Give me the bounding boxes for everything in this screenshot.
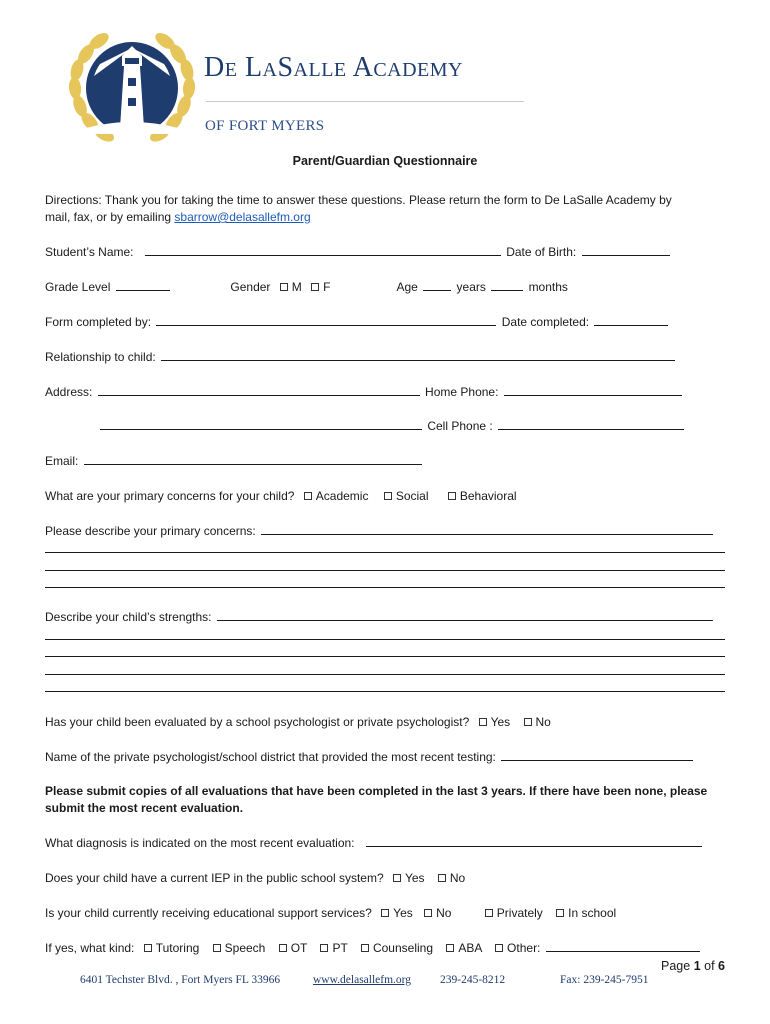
support-row [45, 904, 616, 922]
address-row [45, 383, 684, 401]
grade-gender-age-row [45, 278, 568, 296]
pt-label: PT [332, 941, 348, 955]
gender-label: Gender [230, 280, 271, 294]
strengths-answer-line[interactable] [45, 656, 725, 657]
email-field[interactable] [84, 453, 422, 465]
concerns-question: What are your primary concerns for your child? [45, 489, 295, 503]
age-label: Age [396, 280, 418, 294]
age-months-field[interactable] [491, 279, 523, 291]
evaluation-notice-2: submit the most recent evaluation. [45, 801, 244, 815]
address-field-1[interactable] [98, 384, 420, 396]
iep-yes-checkbox[interactable] [393, 874, 401, 882]
aba-label: ABA [458, 941, 482, 955]
page-current: 1 [693, 959, 701, 973]
student-name-field[interactable] [145, 244, 501, 256]
academy-location: OF FORT MYERS [205, 118, 325, 134]
months-label: months [528, 280, 568, 294]
describe-concerns-field[interactable] [261, 523, 713, 535]
grade-level-field[interactable] [116, 279, 170, 291]
dob-field[interactable] [582, 244, 670, 256]
grade-level-label: Grade Level [45, 280, 111, 294]
student-name-label: Student’s Name: [45, 245, 134, 259]
date-completed-label: Date completed: [501, 315, 590, 329]
concern-behavioral-checkbox[interactable] [448, 492, 456, 500]
cell-phone-field[interactable] [498, 418, 684, 430]
relationship-row [45, 348, 677, 366]
evaluated-yes-label: Yes [490, 715, 511, 729]
footer-website-link[interactable]: www.delasallefm.org [313, 974, 412, 986]
home-phone-field[interactable] [504, 384, 682, 396]
strengths-field[interactable] [217, 609, 713, 621]
support-yes-checkbox[interactable] [381, 909, 389, 917]
address-row-2 [98, 417, 686, 435]
concerns-answer-line[interactable] [45, 587, 725, 588]
strengths-label: Describe your child’s strengths: [45, 610, 212, 624]
ot-label: OT [290, 941, 308, 955]
directions-label: Directions [45, 193, 99, 207]
age-years-field[interactable] [423, 279, 451, 291]
directions-line-1 [45, 191, 672, 209]
date-completed-field[interactable] [594, 314, 668, 326]
email-link[interactable]: sbarrow@delasallefm.org [174, 210, 311, 224]
gender-f-checkbox[interactable] [311, 283, 319, 291]
other-checkbox[interactable] [495, 944, 503, 952]
evaluation-question: Has your child been evaluated by a school psychologist or private psychologist? [45, 715, 470, 729]
form-completed-by-label: Form completed by: [45, 315, 152, 329]
iep-no-label: No [449, 871, 466, 885]
strengths-answer-line[interactable] [45, 674, 725, 675]
evaluation-row [45, 713, 551, 731]
iep-question: Does your child have a current IEP in the public school system? [45, 871, 384, 885]
support-yes-label: Yes [393, 906, 413, 920]
ot-checkbox[interactable] [279, 944, 287, 952]
support-in-school-checkbox[interactable] [556, 909, 564, 917]
diagnosis-label: What diagnosis is indicated on the most recent evaluation: [45, 836, 355, 850]
directions-text-2: mail, fax, or by emailing [45, 210, 175, 224]
diagnosis-field[interactable] [366, 835, 702, 847]
form-title: Parent/Guardian Questionnaire [292, 154, 478, 168]
provider-field[interactable] [501, 749, 693, 761]
relationship-label: Relationship to child: [45, 350, 156, 364]
other-label: Other: [507, 941, 541, 955]
other-field[interactable] [546, 940, 700, 952]
speech-checkbox[interactable] [213, 944, 221, 952]
concerns-answer-line[interactable] [45, 570, 725, 571]
footer-phone: 239-245-8212 [440, 974, 506, 986]
directions-text: : Thank you for taking the time to answer these questions. Please return the form to De LaSalle Academy by [98, 193, 672, 207]
support-privately-label: Privately [496, 906, 543, 920]
concern-social-label: Social [395, 489, 429, 503]
support-kind-row [45, 939, 702, 957]
provider-row [45, 748, 695, 766]
email-row [45, 452, 424, 470]
concern-social-checkbox[interactable] [384, 492, 392, 500]
student-name-row [45, 243, 672, 261]
dob-label: Date of Birth: [506, 245, 577, 259]
gender-f-label: F [323, 280, 331, 294]
iep-row [45, 869, 465, 887]
support-no-label: No [436, 906, 452, 920]
tutoring-checkbox[interactable] [144, 944, 152, 952]
form-completed-by-field[interactable] [156, 314, 496, 326]
pt-checkbox[interactable] [320, 944, 328, 952]
years-label: years [456, 280, 486, 294]
concern-academic-checkbox[interactable] [304, 492, 312, 500]
iep-yes-label: Yes [404, 871, 425, 885]
evaluated-no-label: No [535, 715, 551, 729]
home-phone-label: Home Phone: [425, 385, 499, 399]
address-label: Address: [45, 385, 93, 399]
lighthouse-laurel-logo-icon [66, 28, 198, 146]
footer-address: 6401 Techster Blvd. , Fort Myers FL 33966 [80, 974, 281, 986]
support-kind-label: If yes, what kind: [45, 941, 135, 955]
provider-label: Name of the private psychologist/school district that provided the most recent testing: [45, 750, 496, 764]
directions-line-2 [45, 208, 311, 226]
page-of: of [704, 959, 715, 973]
page-total: 6 [718, 959, 725, 973]
gender-m-label: M [291, 280, 302, 294]
header-divider [206, 101, 524, 102]
evaluation-notice-1: Please submit copies of all evaluations that have been completed in the last 3 years. If there have been none, please [45, 784, 708, 798]
evaluated-yes-checkbox[interactable] [479, 718, 487, 726]
support-privately-checkbox[interactable] [485, 909, 493, 917]
strengths-answer-line[interactable] [45, 691, 725, 692]
page-label: Page [661, 959, 691, 973]
counseling-label: Counseling [372, 941, 433, 955]
describe-concerns-label: Please describe your primary concerns: [45, 524, 256, 538]
page-number [661, 959, 725, 973]
strengths-row [45, 608, 715, 626]
email-label: Email: [45, 454, 79, 468]
aba-checkbox[interactable] [446, 944, 454, 952]
footer-fax: Fax: 239-245-7951 [560, 974, 649, 986]
address-field-2[interactable] [100, 418, 422, 430]
concern-behavioral-label: Behavioral [459, 489, 517, 503]
diagnosis-row [45, 834, 704, 852]
support-no-checkbox[interactable] [424, 909, 432, 917]
concerns-row [45, 487, 517, 505]
academy-name: De LaSalle Academy [204, 52, 463, 83]
counseling-checkbox[interactable] [361, 944, 369, 952]
cell-phone-label: Cell Phone : [427, 419, 493, 433]
support-question: Is your child currently receiving educational support services? [45, 906, 372, 920]
support-in-school-label: In school [568, 906, 617, 920]
tutoring-label: Tutoring [155, 941, 200, 955]
form-completed-row [45, 313, 670, 331]
iep-no-checkbox[interactable] [438, 874, 446, 882]
relationship-field[interactable] [161, 349, 675, 361]
strengths-answer-line[interactable] [45, 639, 725, 640]
evaluated-no-checkbox[interactable] [524, 718, 532, 726]
gender-m-checkbox[interactable] [280, 283, 288, 291]
speech-label: Speech [224, 941, 266, 955]
describe-concerns-row [45, 522, 715, 540]
concerns-answer-line[interactable] [45, 552, 725, 553]
concern-academic-label: Academic [315, 489, 369, 503]
